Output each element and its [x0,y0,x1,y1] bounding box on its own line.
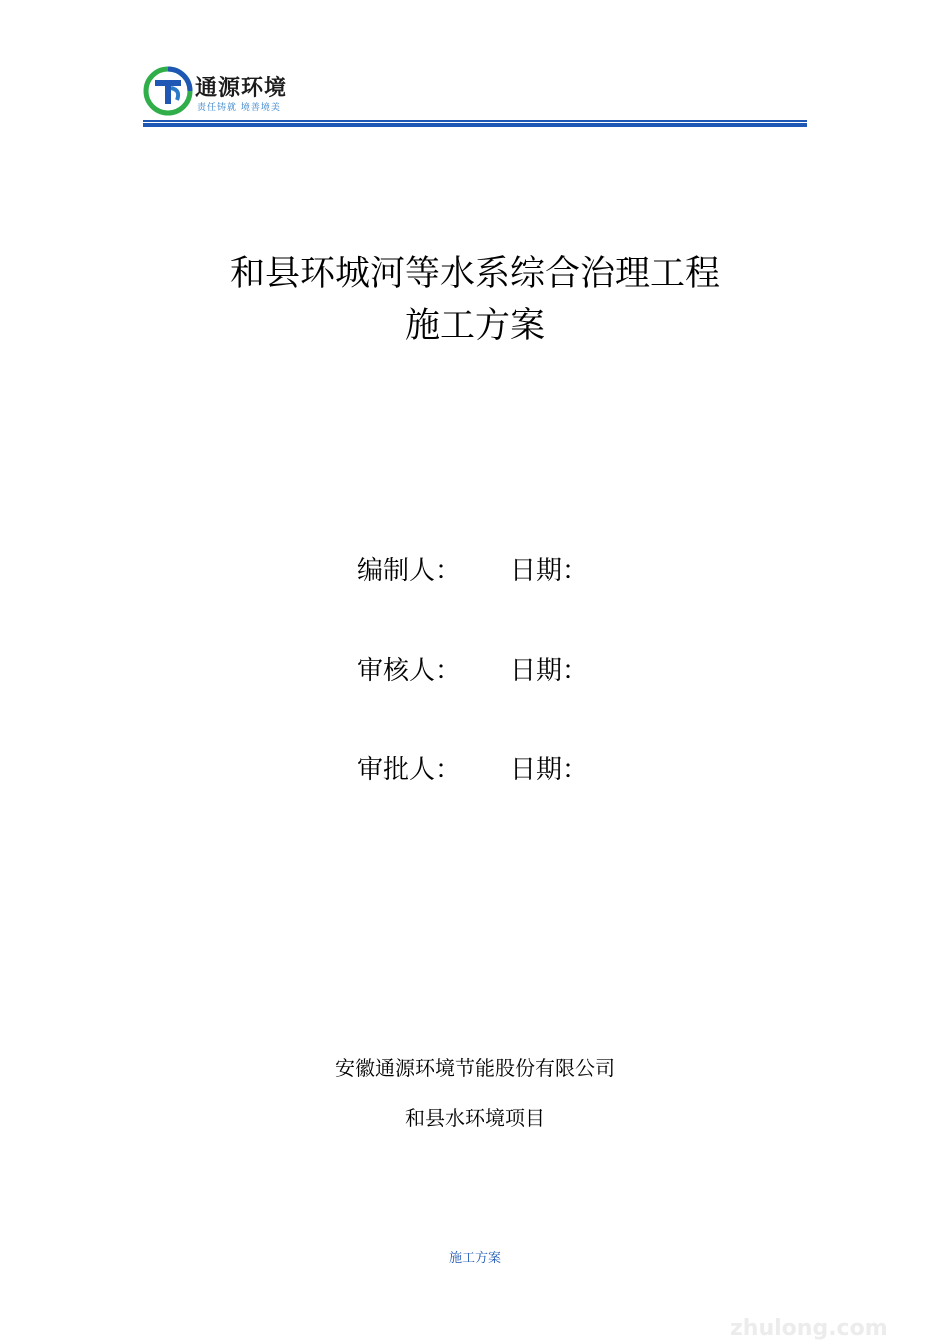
issuing-company: 安徽通源环境节能股份有限公司 [335,1056,615,1080]
reviewed-date-label: 日期： [510,656,589,686]
approved-by-label: 审批人： [357,755,462,785]
prepared-by-label: 编制人： [357,556,462,586]
project-name: 和县水环境项目 [405,1106,545,1130]
watermark: zhulong.com [730,1316,888,1341]
header-rule-thick [143,123,807,127]
prepared-date-label: 日期： [510,556,589,586]
company-logo-icon [143,66,193,116]
company-logo-name: 通源环境 [195,76,288,101]
reviewed-by-label: 审核人： [357,656,462,686]
company-slogan: 责任铸就 境善境美 [197,103,281,113]
document-title-line2: 施工方案 [404,306,545,346]
header-rule-thin [143,120,807,122]
document-header [143,66,807,128]
approved-date-label: 日期： [510,755,589,785]
document-title-line1: 和县环城河等水系综合治理工程 [229,254,720,294]
page-footer: 施工方案 [448,1251,501,1266]
